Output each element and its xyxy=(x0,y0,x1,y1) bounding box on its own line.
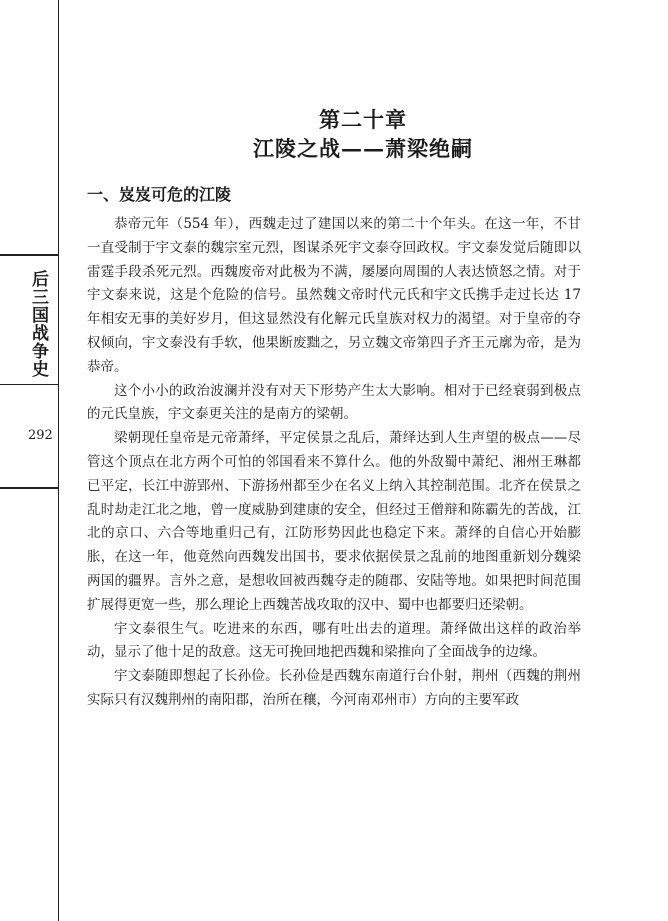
running-book-title: 后三国战争史 xyxy=(28,270,48,378)
page-number: 292 xyxy=(28,428,53,443)
section-heading: 一、岌岌可危的江陵 xyxy=(87,185,232,204)
paragraph: 这个小小的政治波澜并没有对天下形势产生太大影响。相对于已经衰弱到极点的元氏皇族，宇文泰更关注的是南方的梁朝。 xyxy=(87,382,581,423)
paragraph: 恭帝元年（554 年），西魏走过了建国以来的第二十个年头。在这一年，不甘一直受制于宇文泰的魏宗室元烈，图谋杀死宇文泰夺回政权。宇文泰发觉后随即以雷霆手段杀死元烈。西魏废帝对此极为不满，屡屡向周围的人表达愤怒之情。对于宇文泰来说，这是个危险的信号。虽然魏文帝时代元氏和宇文氏携手走过长达 17 年相安无事的美好岁月，但这显然没有化解元氏皇族对权力的渴望。对于皇帝的夺权倾向，宇文泰没有手软，他果断废黜之，另立魏文帝第四子齐王元廓为帝，是为恭帝。 xyxy=(87,216,581,375)
paragraph: 梁朝现任皇帝是元帝萧绎，平定侯景之乱后，萧绎达到人生声望的极点——尽管这个顶点在北方两个可怕的邻国看来不算什么。他的外敌蜀中萧纪、湘州王琳都已平定，长江中游郢州、下游扬州都至少在名义上纳入其控制范围。北齐在侯景之乱时劫走江北之地，曾一度威胁到建康的安全，但经过王僧辩和陈霸先的苦战，江北的京口、六合等地重归己有，江防形势因此也稳定下来。萧绎的自信心开始膨胀，在这一年，他竟然向西魏发出国书，要求依据侯景之乱前的地图重新划分魏梁两国的疆界。言外之意，是想收回被西魏夺走的随郡、安陆等地。如果把时间范围扩展得更宽一些，那么理论上西魏苦战攻取的汉中、蜀中也都要归还梁朝。 xyxy=(87,430,581,613)
side-rule-bottom xyxy=(0,487,58,489)
paragraph: 宇文泰很生气。吃进来的东西，哪有吐出去的道理。萧绎做出这样的政治举动，显示了他十足的敌意。这无可挽回地把西魏和梁推向了全面战争的边缘。 xyxy=(87,620,581,661)
chapter-title: 江陵之战——萧梁绝嗣 xyxy=(253,136,473,161)
side-rule-middle xyxy=(0,384,58,385)
paragraph: 宇文泰随即想起了长孙俭。长孙俭是西魏东南道行台仆射，荆州（西魏的荆州实际只有汉魏荆州的南阳郡，治所在穰，今河南邓州市）方向的主要军政 xyxy=(87,668,581,708)
body-text xyxy=(87,213,581,713)
side-rule-top xyxy=(0,254,58,256)
chapter-number: 第二十章 xyxy=(319,107,407,132)
